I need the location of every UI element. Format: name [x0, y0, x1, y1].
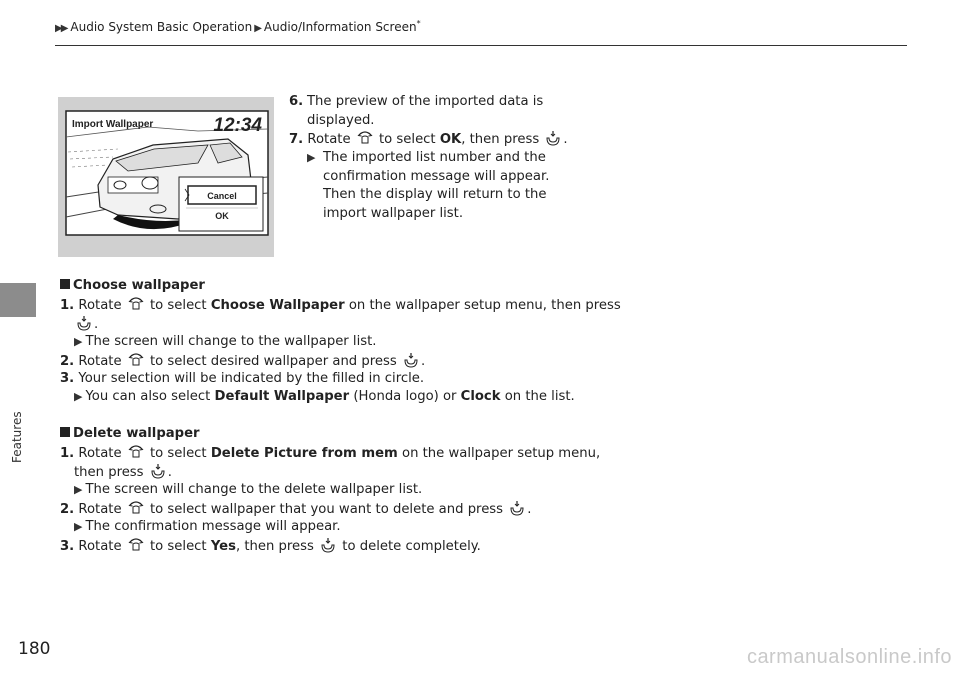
breadcrumb-arrow-icon: ▶▶ — [55, 23, 67, 34]
delete-step-1-cont: then press . — [74, 465, 172, 480]
heading-square-icon — [60, 427, 70, 437]
result-arrow-icon: ▶ — [307, 151, 316, 164]
press-knob-icon — [320, 537, 336, 553]
choose-step-1-cont: . — [74, 315, 98, 335]
breadcrumb-item-audio-info-screen[interactable]: Audio/Information Screen — [263, 20, 417, 34]
section-tab — [0, 283, 36, 317]
screen-illustration — [58, 97, 274, 257]
press-knob-icon — [76, 315, 92, 331]
choose-step-1-result: ▶ The screen will change to the wallpaper list. — [74, 334, 377, 349]
section-heading-choose: Choose wallpaper — [60, 277, 205, 296]
step-7: 7. Rotate to select OK, then press . — [289, 132, 568, 147]
rotate-knob-icon — [128, 352, 144, 368]
screen-clock: 12:34 — [213, 115, 262, 136]
delete-step-1-result: ▶ The screen will change to the delete wallpaper list. — [74, 482, 423, 497]
rotate-knob-icon — [128, 444, 144, 460]
delete-step-2-result: ▶ The confirmation message will appear. — [74, 519, 341, 534]
delete-step-1: 1. Rotate to select Delete Picture from mem on the wallpaper setup menu, — [60, 446, 601, 461]
press-knob-icon — [545, 130, 561, 146]
heading-square-icon — [60, 279, 70, 289]
rotate-knob-icon — [128, 500, 144, 516]
choose-step-1: 1. Rotate to select Choose Wallpaper on the wallpaper setup menu, then press — [60, 298, 621, 313]
choose-step-3-result: ▶ You can also select Default Wallpaper (Honda logo) or Clock on the list. — [74, 389, 575, 404]
section-label: Features — [10, 411, 24, 463]
result-arrow-icon: ▶ — [74, 483, 83, 496]
choose-step-3: 3. Your selection will be indicated by the filled in circle. — [60, 371, 425, 386]
press-knob-icon — [150, 463, 166, 479]
screen-title: Import Wallpaper — [72, 119, 154, 130]
breadcrumb[interactable] — [55, 19, 421, 34]
rotate-knob-icon — [128, 296, 144, 312]
breadcrumb-item-audio-system[interactable]: Audio System Basic Operation — [70, 20, 253, 34]
rotate-knob-icon — [357, 130, 373, 146]
press-knob-icon — [403, 352, 419, 368]
step-6: 6. — [289, 94, 304, 109]
header-rule — [55, 45, 907, 46]
press-knob-icon — [509, 500, 525, 516]
screen-ok-button[interactable]: OK — [215, 211, 229, 221]
screen-cancel-button[interactable]: Cancel — [207, 191, 237, 201]
rotate-knob-icon — [128, 537, 144, 553]
section-heading-delete: Delete wallpaper — [60, 425, 200, 444]
asterisk: * — [416, 19, 421, 28]
delete-step-2: 2. Rotate to select wallpaper that you want to delete and press . — [60, 502, 532, 517]
watermark: carmanualsonline.info — [746, 646, 952, 668]
page-number: 180 — [18, 639, 51, 659]
result-arrow-icon: ▶ — [74, 390, 83, 403]
result-arrow-icon: ▶ — [74, 520, 83, 533]
choose-step-2: 2. Rotate to select desired wallpaper and press . — [60, 354, 426, 369]
step-7-result: The imported list number and the confirmation message will appear. Then the display will return to the import wallpaper list. — [323, 150, 550, 221]
screen-preview-image — [58, 97, 274, 257]
breadcrumb-arrow-icon: ▶ — [254, 23, 260, 34]
result-arrow-icon: ▶ — [74, 335, 83, 348]
step-6-text: The preview of the imported data is displayed. — [307, 94, 544, 128]
delete-step-3: 3. Rotate to select Yes, then press to delete completely. — [60, 539, 481, 554]
